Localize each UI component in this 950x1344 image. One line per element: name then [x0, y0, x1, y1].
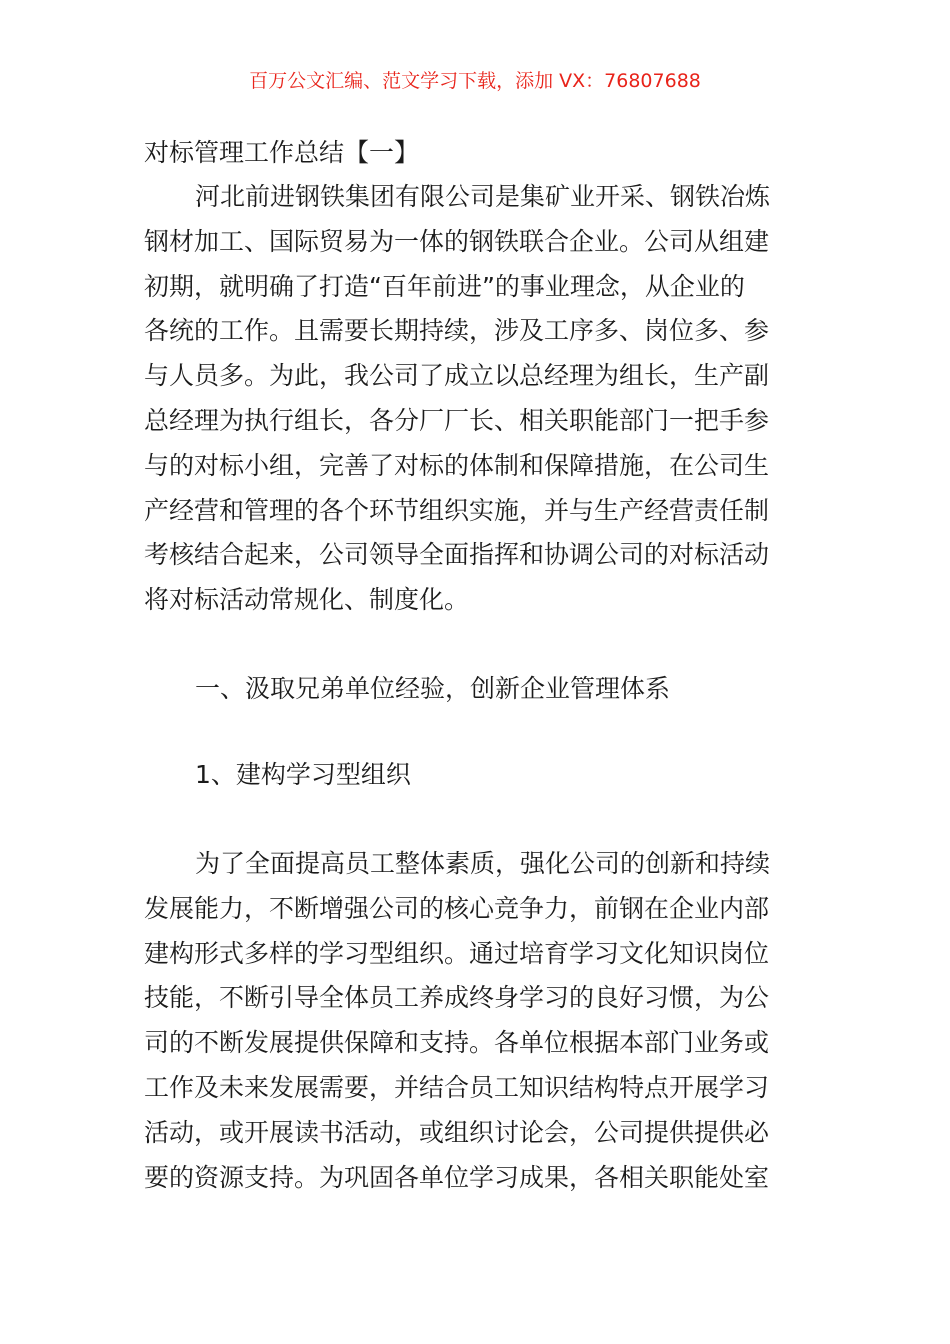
paragraph-line: 建构形式多样的学习型组织。通过培育学习文化知识岗位 [144, 938, 770, 968]
paragraph-line: 将对标活动常规化、制度化。 [144, 585, 470, 615]
paragraph-line: 要的资源支持。为巩固各单位学习成果，各相关职能处室 [144, 1162, 770, 1192]
document-title: 对标管理工作总结【一】 [144, 138, 420, 167]
paragraph-line: 工作及未来发展需要，并结合员工知识结构特点开展学习 [144, 1072, 770, 1102]
paragraph-line: 司的不断发展提供保障和支持。各单位根据本部门业务或 [144, 1028, 770, 1058]
paragraph-line: 河北前进钢铁集团有限公司是集矿业开采、钢铁冶炼 [195, 182, 771, 211]
paragraph-line: 与的对标小组，完善了对标的体制和保障措施，在公司生 [144, 450, 770, 480]
paragraph-line: 为了全面提高员工整体素质，强化公司的创新和持续 [195, 849, 771, 878]
section-heading: 一、汲取兄弟单位经验，创新企业管理体系 [195, 674, 671, 703]
paragraph-line: 与人员多。为此，我公司了成立以总经理为组长，生产副 [144, 361, 770, 391]
paragraph-learning-org [144, 842, 808, 1200]
paragraph-line: 考核结合起来，公司领导全面指挥和协调公司的对标活动 [144, 540, 770, 570]
paragraph-intro [144, 175, 808, 623]
subsection-heading: 1、建构学习型组织 [195, 760, 411, 789]
promo-banner: 百万公文汇编、范文学习下载，添加 VX：76807688 [249, 70, 701, 92]
paragraph-line: 技能，不断引导全体员工养成终身学习的良好习惯，为公 [144, 983, 770, 1013]
paragraph-line: 钢材加工、国际贸易为一体的钢铁联合企业。公司从组建 [144, 226, 770, 256]
paragraph-line: 各统的工作。且需要长期持续，涉及工序多、岗位多、参 [144, 316, 770, 346]
paragraph-line: 活动，或开展读书活动，或组织讨论会，公司提供提供必 [144, 1117, 770, 1147]
paragraph-line: 发展能力，不断增强公司的核心竞争力，前钢在企业内部 [144, 893, 770, 923]
paragraph-line: 初期，就明确了打造“百年前进”的事业理念，从企业的 [144, 271, 745, 301]
paragraph-line: 总经理为执行组长，各分厂厂长、相关职能部门一把手参 [144, 405, 770, 435]
paragraph-line: 产经营和管理的各个环节组织实施，并与生产经营责任制 [144, 495, 770, 525]
